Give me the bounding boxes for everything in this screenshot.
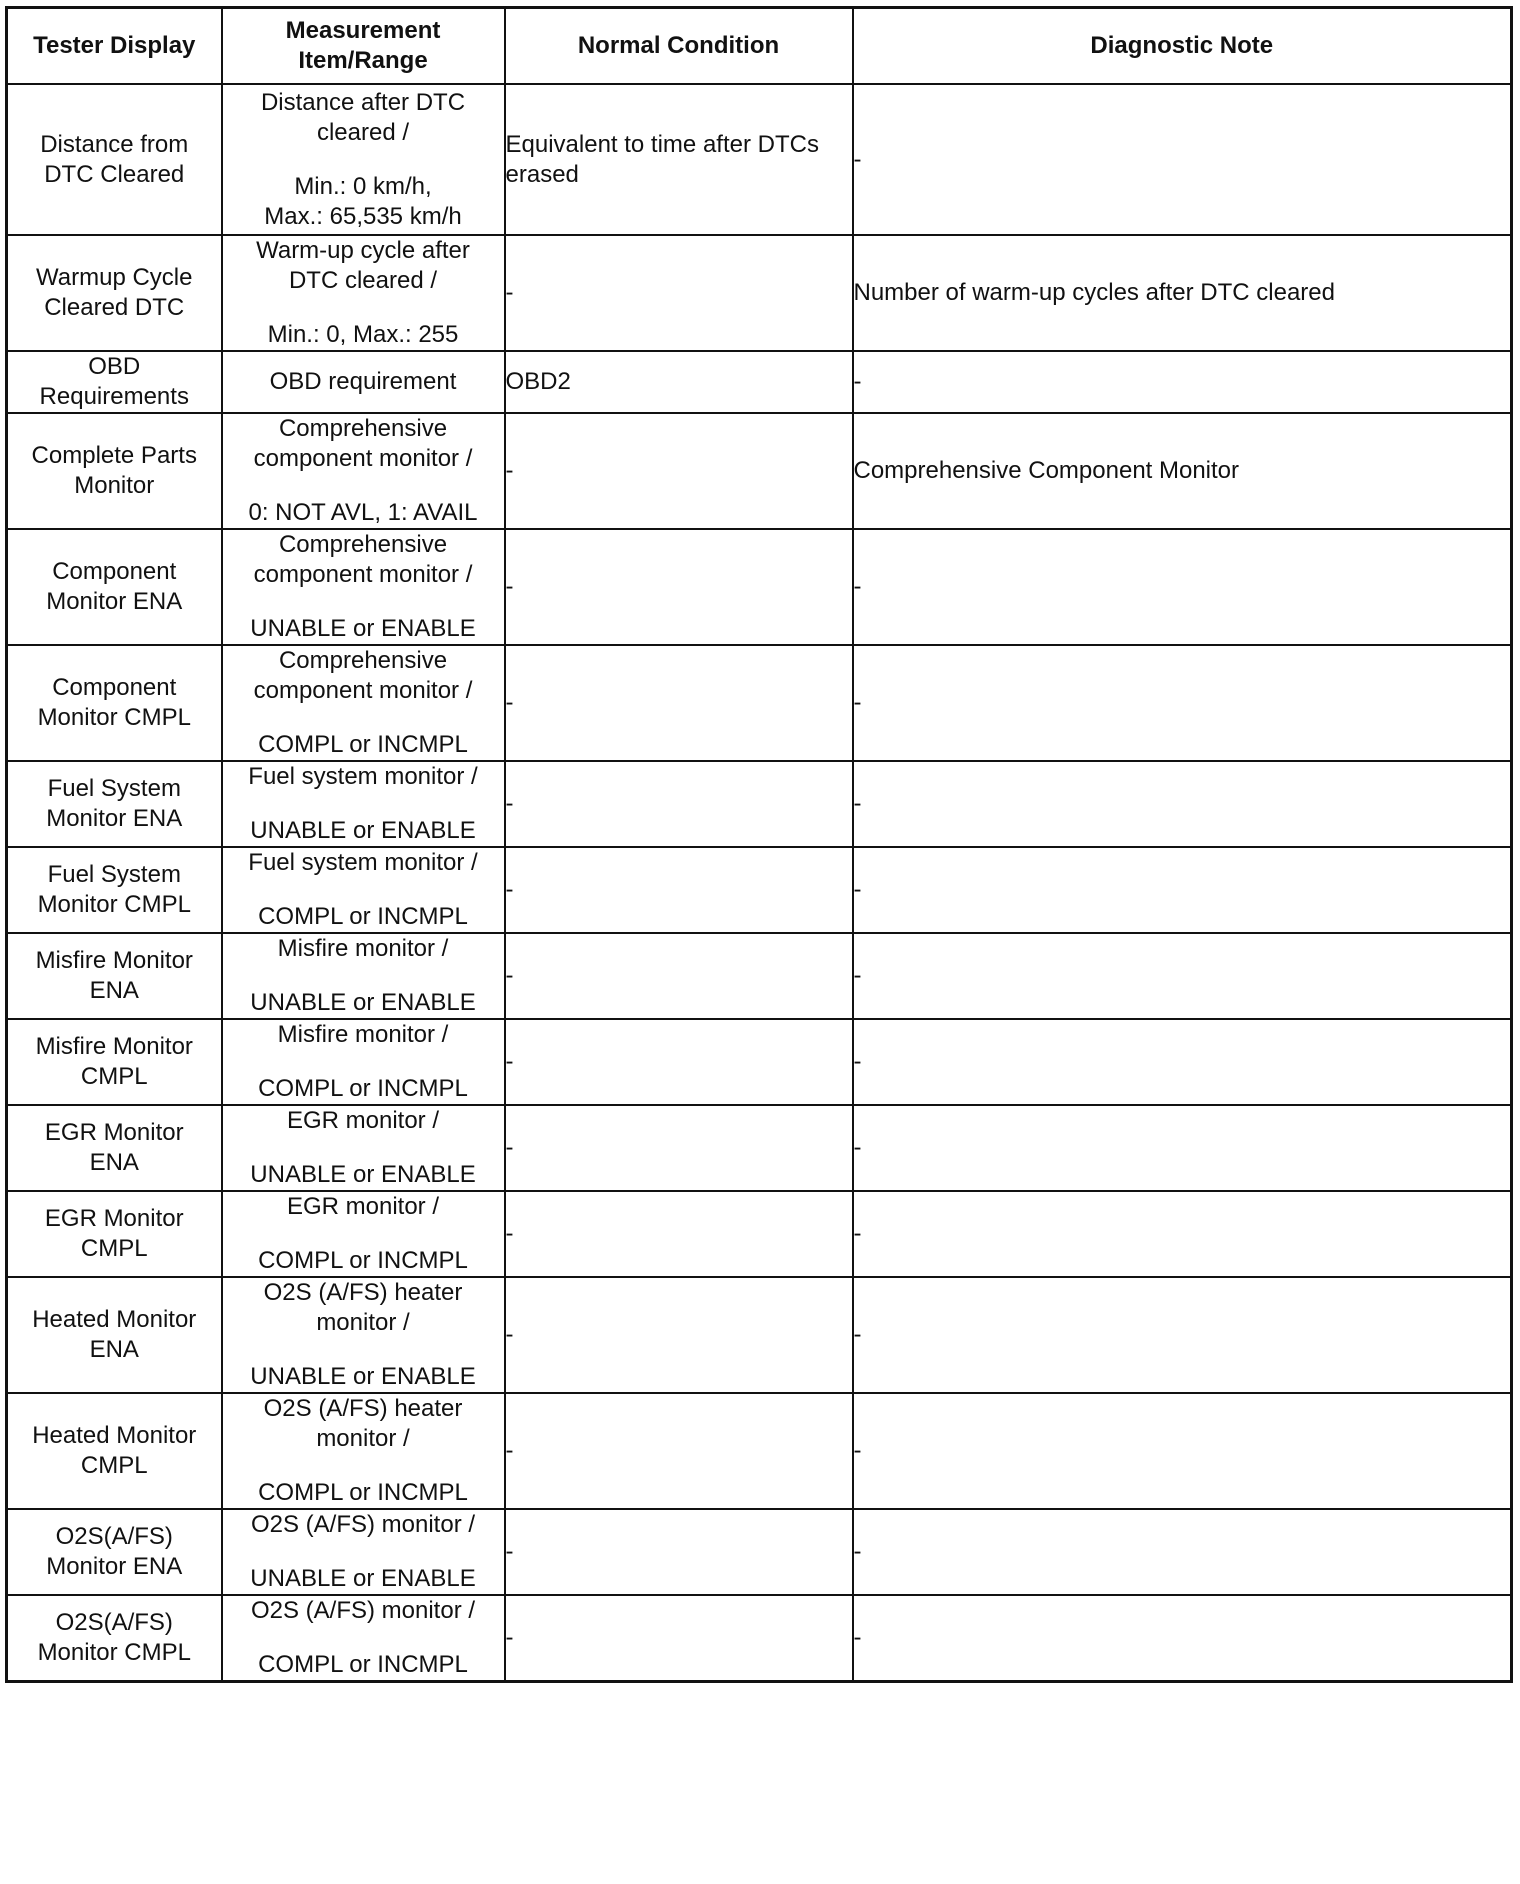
line-spacer [223, 1540, 504, 1564]
normal-condition-line: - [505, 1048, 514, 1075]
cell-tester-display [7, 235, 222, 351]
cell-diagnostic-note [853, 1393, 1512, 1509]
cell-tester-display [7, 1393, 222, 1509]
measurement-range-line: UNABLE or ENABLE [250, 989, 476, 1016]
diagnostic-note-line: - [853, 689, 862, 716]
measurement-item-line: Misfire monitor / [277, 935, 449, 962]
cell-tester-display [7, 529, 222, 645]
tester-display-line: DTC Cleared [44, 160, 185, 188]
header-measurement-line: Item/Range [298, 47, 428, 74]
measurement-item-line: cleared / [316, 118, 410, 146]
table-row [7, 1509, 1512, 1595]
tester-display-line: O2S(A/FS) [55, 1609, 173, 1636]
tester-display-line: ENA [89, 1336, 139, 1363]
tester-display-line: Fuel System [47, 861, 181, 888]
cell-normal-condition [505, 1191, 853, 1277]
cell-measurement-item-range [222, 645, 505, 761]
normal-condition-line: - [505, 1538, 514, 1565]
measurement-item-line: EGR monitor / [286, 1193, 440, 1220]
normal-condition-line: - [505, 689, 514, 716]
cell-tester-display [7, 1019, 222, 1105]
cell-measurement-item-range [222, 1393, 505, 1509]
cell-measurement-item-range [222, 1105, 505, 1191]
cell-normal-condition [505, 351, 853, 413]
tester-display-line: ENA [89, 1149, 139, 1176]
diagnostic-note-line: - [853, 573, 862, 600]
normal-condition-line: - [505, 1321, 514, 1348]
tester-display-line: Component [52, 558, 177, 585]
cell-diagnostic-note [853, 761, 1512, 847]
line-spacer [223, 1626, 504, 1650]
measurement-item-line: Warm-up cycle after [256, 237, 470, 264]
table-body [7, 84, 1512, 1682]
tester-display-line: Monitor CMPL [37, 1639, 191, 1666]
table-row [7, 1105, 1512, 1191]
cell-normal-condition [505, 761, 853, 847]
measurement-range-line: Max.: 65,535 km/h [264, 202, 462, 230]
cell-normal-condition [505, 1509, 853, 1595]
measurement-item-line: monitor / [316, 1425, 410, 1452]
table-row [7, 933, 1512, 1019]
measurement-range-line: UNABLE or ENABLE [250, 1363, 476, 1390]
cell-diagnostic-note [853, 1277, 1512, 1393]
cell-normal-condition [505, 529, 853, 645]
measurement-item-line: Misfire monitor / [277, 1021, 449, 1048]
measurement-item-line: OBD requirement [269, 368, 457, 395]
measurement-range-line: 0: NOT AVL, 1: AVAIL [248, 499, 478, 526]
tester-display-line: Complete Parts [31, 442, 197, 469]
table-row [7, 1191, 1512, 1277]
normal-condition-line: - [505, 962, 514, 989]
cell-normal-condition [505, 84, 853, 235]
diagnostic-note-line: Comprehensive Component Monitor [853, 457, 1240, 484]
measurement-item-line: monitor / [316, 1309, 410, 1336]
cell-diagnostic-note [853, 1105, 1512, 1191]
table-row [7, 1019, 1512, 1105]
table-header-row [7, 8, 1512, 85]
tester-display-line: CMPL [80, 1235, 148, 1262]
cell-diagnostic-note [853, 1191, 1512, 1277]
tester-display-line: Monitor ENA [46, 588, 183, 615]
header-tester-display: Tester Display [7, 8, 222, 85]
cell-diagnostic-note [853, 847, 1512, 933]
measurement-range-line: COMPL or INCMPL [258, 1247, 468, 1274]
cell-diagnostic-note [853, 1019, 1512, 1105]
cell-diagnostic-note [853, 1509, 1512, 1595]
normal-condition-line: erased [505, 160, 579, 188]
cell-measurement-item-range [222, 1277, 505, 1393]
tester-display-line: EGR Monitor [44, 1205, 184, 1232]
diagnostic-note-line: - [853, 1220, 862, 1247]
tester-display-line: Warmup Cycle [36, 264, 193, 291]
normal-condition-line: - [505, 1220, 514, 1247]
measurement-range-line: COMPL or INCMPL [258, 731, 468, 758]
tester-display-line: Monitor ENA [46, 1553, 183, 1580]
table-row [7, 235, 1512, 351]
cell-tester-display [7, 1191, 222, 1277]
cell-diagnostic-note [853, 529, 1512, 645]
measurement-item-line: O2S (A/FS) monitor / [250, 1597, 476, 1624]
measurement-item-line: component monitor / [253, 561, 473, 588]
line-spacer [223, 706, 504, 730]
tester-display-line: Component [52, 674, 177, 701]
tester-display-line: Cleared DTC [44, 294, 185, 321]
diagnostic-data-table [5, 6, 1513, 1683]
diagnostic-note-line: - [853, 876, 862, 903]
line-spacer [223, 1338, 504, 1362]
measurement-item-line: Comprehensive [278, 531, 448, 558]
cell-measurement-item-range [222, 235, 505, 351]
cell-measurement-item-range [222, 933, 505, 1019]
cell-tester-display [7, 351, 222, 413]
tester-display-line: CMPL [80, 1452, 148, 1479]
measurement-item-line: Distance after DTC [260, 88, 466, 116]
table-row [7, 529, 1512, 645]
cell-diagnostic-note [853, 351, 1512, 413]
normal-condition-line: - [505, 573, 514, 600]
table-row [7, 351, 1512, 413]
cell-normal-condition [505, 1019, 853, 1105]
cell-normal-condition [505, 847, 853, 933]
tester-display-line: Monitor CMPL [37, 704, 191, 731]
header-measurement-line: Measurement [285, 17, 441, 44]
measurement-item-line: Fuel system monitor / [248, 763, 478, 790]
line-spacer [223, 296, 504, 320]
cell-tester-display [7, 84, 222, 235]
diagnostic-note-line: - [853, 1437, 862, 1464]
tester-display-line: ENA [89, 977, 139, 1004]
cell-normal-condition [505, 1105, 853, 1191]
measurement-range-line: Min.: 0 km/h, [294, 172, 432, 200]
normal-condition-line: OBD2 [505, 368, 571, 395]
diagnostic-note-line: - [853, 1538, 862, 1565]
tester-display-line: Monitor ENA [46, 805, 183, 832]
cell-tester-display [7, 1105, 222, 1191]
cell-measurement-item-range [222, 1509, 505, 1595]
tester-display-line: Requirements [39, 383, 189, 410]
cell-diagnostic-note [853, 235, 1512, 351]
table-row [7, 761, 1512, 847]
measurement-item-line: O2S (A/FS) heater [263, 1395, 463, 1422]
tester-display-line: EGR Monitor [44, 1119, 184, 1146]
measurement-item-line: component monitor / [253, 445, 473, 472]
cell-measurement-item-range [222, 1191, 505, 1277]
cell-normal-condition [505, 235, 853, 351]
normal-condition-line: - [505, 1437, 514, 1464]
tester-display-line: OBD [88, 353, 141, 380]
measurement-item-line: Fuel system monitor / [248, 849, 478, 876]
cell-measurement-item-range [222, 1595, 505, 1682]
normal-condition-line: - [505, 876, 514, 903]
measurement-range-line: COMPL or INCMPL [258, 1075, 468, 1102]
cell-normal-condition [505, 933, 853, 1019]
cell-measurement-item-range [222, 761, 505, 847]
diagnostic-note-line: - [853, 1624, 862, 1651]
cell-diagnostic-note [853, 645, 1512, 761]
measurement-item-line: EGR monitor / [286, 1107, 440, 1134]
header-diagnostic-note: Diagnostic Note [853, 8, 1512, 85]
table-row [7, 1595, 1512, 1682]
table-row [7, 847, 1512, 933]
diagnostic-note-line: - [853, 962, 862, 989]
cell-tester-display [7, 1595, 222, 1682]
cell-tester-display [7, 645, 222, 761]
tester-display-line: Fuel System [47, 775, 181, 802]
cell-diagnostic-note [853, 933, 1512, 1019]
measurement-item-line: Comprehensive [278, 415, 448, 442]
table-row [7, 413, 1512, 529]
line-spacer [223, 474, 504, 498]
tester-display-line: CMPL [80, 1063, 148, 1090]
cell-tester-display [7, 413, 222, 529]
diagnostic-note-line: - [853, 368, 862, 395]
line-spacer [223, 1050, 504, 1074]
tester-display-line: Misfire Monitor [35, 1033, 193, 1060]
table-row [7, 1277, 1512, 1393]
cell-diagnostic-note [853, 1595, 1512, 1682]
line-spacer [223, 1136, 504, 1160]
line-spacer [223, 590, 504, 614]
cell-measurement-item-range [222, 413, 505, 529]
table-row [7, 84, 1512, 235]
measurement-range-line: UNABLE or ENABLE [250, 615, 476, 642]
cell-tester-display [7, 933, 222, 1019]
cell-diagnostic-note [853, 84, 1512, 235]
measurement-range-line: UNABLE or ENABLE [250, 1565, 476, 1592]
line-spacer [223, 1222, 504, 1246]
cell-diagnostic-note [853, 413, 1512, 529]
line-spacer [223, 964, 504, 988]
cell-measurement-item-range [222, 847, 505, 933]
cell-tester-display [7, 847, 222, 933]
tester-display-line: Monitor [74, 472, 155, 499]
measurement-item-line: O2S (A/FS) heater [263, 1279, 463, 1306]
line-spacer [223, 148, 504, 172]
cell-measurement-item-range [222, 1019, 505, 1105]
measurement-item-line: Comprehensive [278, 647, 448, 674]
header-normal-condition: Normal Condition [505, 8, 853, 85]
normal-condition-line: - [505, 457, 514, 484]
diagnostic-note-line: - [853, 790, 862, 817]
cell-tester-display [7, 761, 222, 847]
measurement-range-line: COMPL or INCMPL [258, 1651, 468, 1678]
normal-condition-line: - [505, 1624, 514, 1651]
normal-condition-line: - [505, 1134, 514, 1161]
measurement-range-line: Min.: 0, Max.: 255 [267, 321, 459, 348]
normal-condition-line: - [505, 790, 514, 817]
line-spacer [223, 878, 504, 902]
diagnostic-note-line: - [853, 145, 862, 173]
diagnostic-note-line: - [853, 1321, 862, 1348]
tester-display-line: Heated Monitor [32, 1306, 197, 1333]
cell-normal-condition [505, 413, 853, 529]
measurement-range-line: COMPL or INCMPL [258, 1479, 468, 1506]
normal-condition-line: Equivalent to time after DTCs [505, 130, 819, 158]
diagnostic-note-line: Number of warm-up cycles after DTC cleared [853, 279, 1335, 306]
cell-normal-condition [505, 1393, 853, 1509]
table-row [7, 645, 1512, 761]
line-spacer [223, 792, 504, 816]
cell-normal-condition [505, 1595, 853, 1682]
measurement-range-line: UNABLE or ENABLE [250, 1161, 476, 1188]
diagnostic-note-line: - [853, 1134, 862, 1161]
measurement-range-line: COMPL or INCMPL [258, 903, 468, 930]
cell-tester-display [7, 1277, 222, 1393]
cell-measurement-item-range [222, 529, 505, 645]
cell-normal-condition [505, 1277, 853, 1393]
diagnostic-note-line: - [853, 1048, 862, 1075]
measurement-item-line: DTC cleared / [288, 267, 438, 294]
line-spacer [223, 1454, 504, 1478]
header-measurement-item-range [222, 8, 505, 85]
cell-tester-display [7, 1509, 222, 1595]
cell-measurement-item-range [222, 84, 505, 235]
tester-display-line: Misfire Monitor [35, 947, 193, 974]
normal-condition-line: - [505, 279, 514, 306]
tester-display-line: Monitor CMPL [37, 891, 191, 918]
cell-normal-condition [505, 645, 853, 761]
cell-measurement-item-range [222, 351, 505, 413]
tester-display-line: Distance from [40, 130, 189, 158]
measurement-range-line: UNABLE or ENABLE [250, 817, 476, 844]
measurement-item-line: O2S (A/FS) monitor / [250, 1511, 476, 1538]
table-row [7, 1393, 1512, 1509]
tester-display-line: Heated Monitor [32, 1422, 197, 1449]
measurement-item-line: component monitor / [253, 677, 473, 704]
tester-display-line: O2S(A/FS) [55, 1523, 173, 1550]
